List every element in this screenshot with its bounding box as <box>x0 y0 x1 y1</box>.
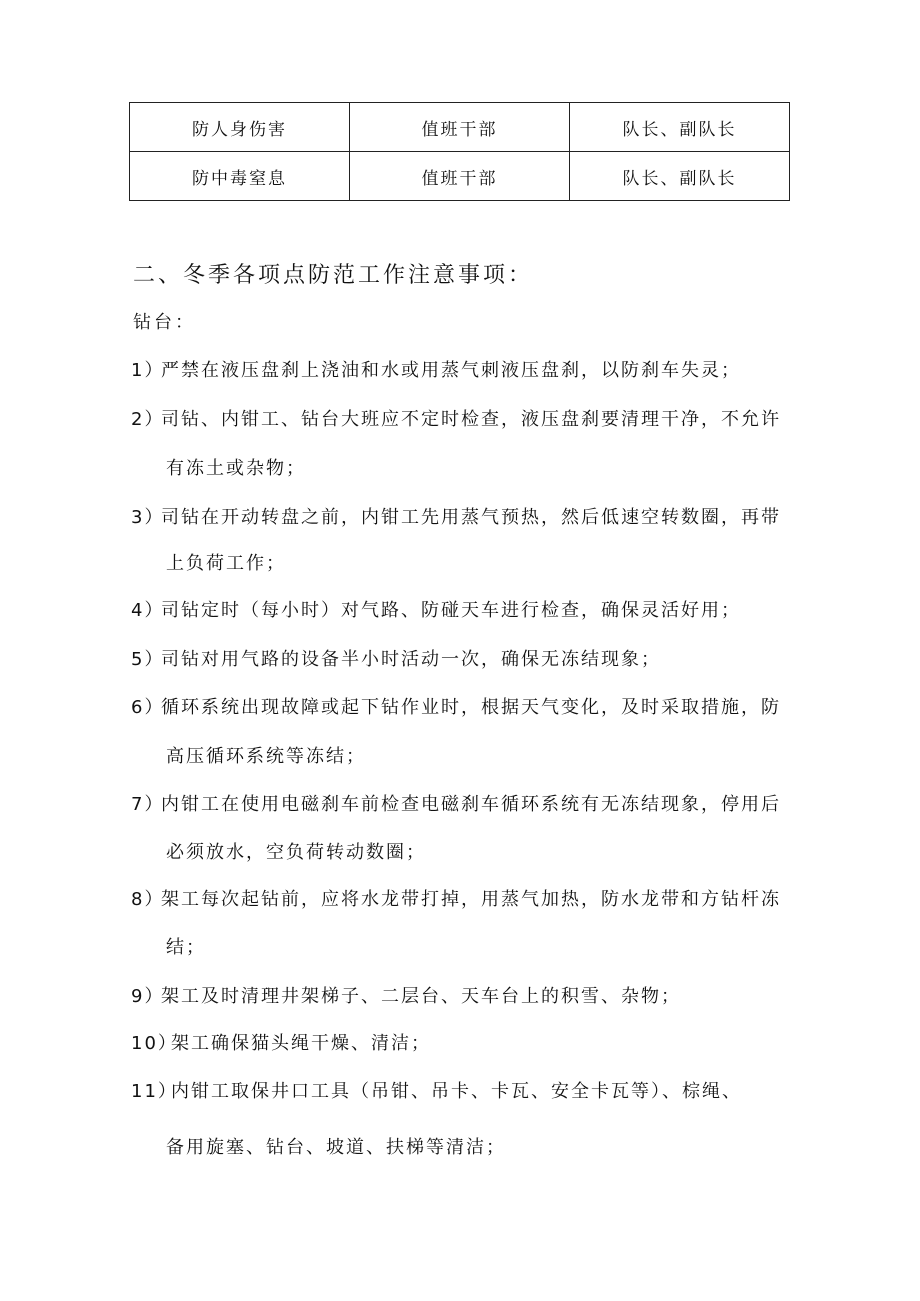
table-cell: 值班干部 <box>350 152 570 201</box>
section-heading: 二、冬季各项点防范工作注意事项： <box>133 263 534 288</box>
item-number: 4） <box>131 600 165 621</box>
table-row <box>130 152 790 201</box>
list-item <box>131 1029 791 1055</box>
item-number: 6） <box>131 697 165 718</box>
table-cell: 防中毒窒息 <box>130 152 350 201</box>
list-item <box>131 885 791 911</box>
list-item <box>131 596 791 622</box>
item-text: 内钳工取保井口工具（吊钳、吊卡、卡瓦、安全卡瓦等）、棕绳、 <box>171 1081 742 1102</box>
table-cell: 队长、副队长 <box>570 103 790 152</box>
item-text-continued: 必须放水，空负荷转动数圈； <box>166 842 426 863</box>
item-text: 司钻、内钳工、钻台大班应不定时检查，液压盘刹要清理干净，不允许 <box>161 409 781 430</box>
item-text: 司钻对用气路的设备半小时活动一次，确保无冻结现象； <box>161 649 661 670</box>
list-item <box>131 790 791 816</box>
item-text-continued: 备用旋塞、钻台、坡道、扶梯等清洁； <box>166 1137 506 1158</box>
table-cell: 防人身伤害 <box>130 103 350 152</box>
list-item <box>131 645 791 671</box>
item-text: 架工每次起钻前，应将水龙带打掉，用蒸气加热，防水龙带和方钻杆冻 <box>161 889 781 910</box>
item-text-continued: 高压循环系统等冻结； <box>166 746 366 767</box>
item-number: 2） <box>131 409 165 430</box>
section-subheading: 钻台： <box>133 312 196 333</box>
item-number: 1） <box>131 360 165 381</box>
list-item <box>131 405 791 431</box>
item-text: 严禁在液压盘刹上浇油和水或用蒸气刺液压盘刹，以防刹车失灵； <box>161 360 741 381</box>
table-row <box>130 103 790 152</box>
item-text: 架工及时清理井架梯子、二层台、天车台上的积雪、杂物； <box>161 986 681 1007</box>
list-item <box>131 693 791 719</box>
item-text: 架工确保猫头绳干燥、清洁； <box>171 1033 431 1054</box>
item-number: 7） <box>131 794 165 815</box>
item-number: 8） <box>131 889 165 910</box>
item-text-continued: 上负荷工作； <box>166 553 286 574</box>
item-text-continued: 结； <box>166 937 206 958</box>
item-text-continued: 有冻土或杂物； <box>166 458 306 479</box>
item-number: 3） <box>131 507 165 528</box>
item-text: 循环系统出现故障或起下钻作业时，根据天气变化，及时采取措施，防 <box>161 697 781 718</box>
responsibility-table <box>129 102 790 201</box>
list-item <box>131 982 791 1008</box>
item-number: 5） <box>131 649 165 670</box>
table-cell: 队长、副队长 <box>570 152 790 201</box>
list-item <box>131 356 791 382</box>
list-item <box>131 1077 791 1103</box>
item-number: 11） <box>131 1081 178 1102</box>
list-item <box>131 503 791 529</box>
item-number: 10） <box>131 1033 178 1054</box>
item-number: 9） <box>131 986 165 1007</box>
table-cell: 值班干部 <box>350 103 570 152</box>
item-text: 司钻定时（每小时）对气路、防碰天车进行检查，确保灵活好用； <box>161 600 741 621</box>
item-text: 司钻在开动转盘之前，内钳工先用蒸气预热，然后低速空转数圈，再带 <box>161 507 781 528</box>
item-text: 内钳工在使用电磁刹车前检查电磁刹车循环系统有无冻结现象，停用后 <box>161 794 781 815</box>
